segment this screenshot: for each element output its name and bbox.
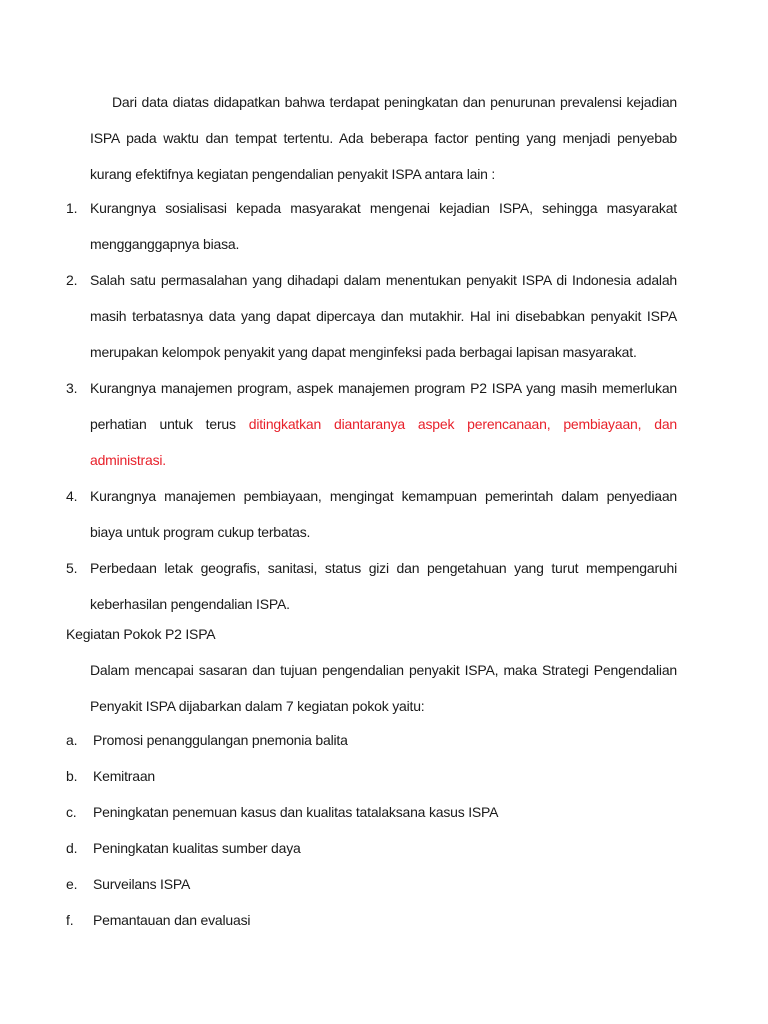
list-item-text: Perbedaan letak geografis, sanitasi, status gizi dan pengetahuan yang turut mempengaruhi keberhasilan pengendalian ISPA. xyxy=(90,560,677,612)
section-intro-paragraph: Dalam mencapai sasaran dan tujuan pengendalian penyakit ISPA, maka Strategi Pengendalian Penyakit ISPA dijabarkan dalam 7 kegiatan pokok yaitu: xyxy=(90,662,677,714)
list-item-text: Salah satu permasalahan yang dihadapi dalam menentukan penyakit ISPA di Indonesia adalah masih terbatasnya data yang dapat dipercaya dan mutakhir. Hal ini disebabkan penyakit ISPA merupakan kelompok penyakit yang dapat menginfeksi pada berbagai lapisan masyarakat. xyxy=(90,272,677,360)
list-number: 4. xyxy=(66,488,78,504)
list-item xyxy=(66,902,677,938)
list-item xyxy=(66,866,677,902)
list-number: 2. xyxy=(66,272,78,288)
list-item-text: Surveilans ISPA xyxy=(93,876,191,892)
section-heading: Kegiatan Pokok P2 ISPA xyxy=(66,626,216,642)
list-item-text: Promosi penanggulangan pnemonia balita xyxy=(93,732,348,748)
list-number: 5. xyxy=(66,560,78,576)
list-item-text: Kemitraan xyxy=(93,768,156,784)
list-item xyxy=(66,190,677,262)
highlighted-text: ditingkatkan diantaranya aspek perencanaan, pembiayaan, dan administrasi. xyxy=(90,416,677,468)
list-letter: b. xyxy=(66,768,78,784)
list-letter: f. xyxy=(66,912,74,928)
list-item-text: Pemantauan dan evaluasi xyxy=(93,912,251,928)
list-item xyxy=(66,722,677,758)
list-letter: e. xyxy=(66,876,78,892)
factor-list xyxy=(66,190,677,622)
list-letter: c. xyxy=(66,804,77,820)
activity-list xyxy=(66,722,677,938)
list-item-text: Peningkatan kualitas sumber daya xyxy=(93,840,301,856)
list-item xyxy=(66,370,677,478)
list-number: 3. xyxy=(66,380,78,396)
list-item xyxy=(66,262,677,370)
list-letter: d. xyxy=(66,840,78,856)
list-item xyxy=(66,758,677,794)
list-item xyxy=(66,550,677,622)
list-item-text: Kurangnya manajemen pembiayaan, mengingat kemampuan pemerintah dalam penyediaan biaya untuk program cukup terbatas. xyxy=(90,488,677,540)
list-number: 1. xyxy=(66,200,78,216)
list-letter: a. xyxy=(66,732,78,748)
list-item xyxy=(66,830,677,866)
intro-paragraph: Dari data diatas didapatkan bahwa terdapat peningkatan dan penurunan prevalensi kejadian ISPA pada waktu dan tempat tertentu. Ada beberapa factor penting yang menjadi penyebab kurang efektifnya kegiatan pengendalian penyakit ISPA antara lain : xyxy=(90,94,677,182)
list-item-text: Peningkatan penemuan kasus dan kualitas tatalaksana kasus ISPA xyxy=(93,804,499,820)
list-item-text: Kurangnya manajemen program, aspek manajemen program P2 ISPA yang masih memerlukan perhatian untuk terus xyxy=(90,380,677,432)
list-item-text: Kurangnya sosialisasi kepada masyarakat mengenai kejadian ISPA, sehingga masyarakat mengganggapnya biasa. xyxy=(90,200,677,252)
list-item xyxy=(66,794,677,830)
list-item xyxy=(66,478,677,550)
